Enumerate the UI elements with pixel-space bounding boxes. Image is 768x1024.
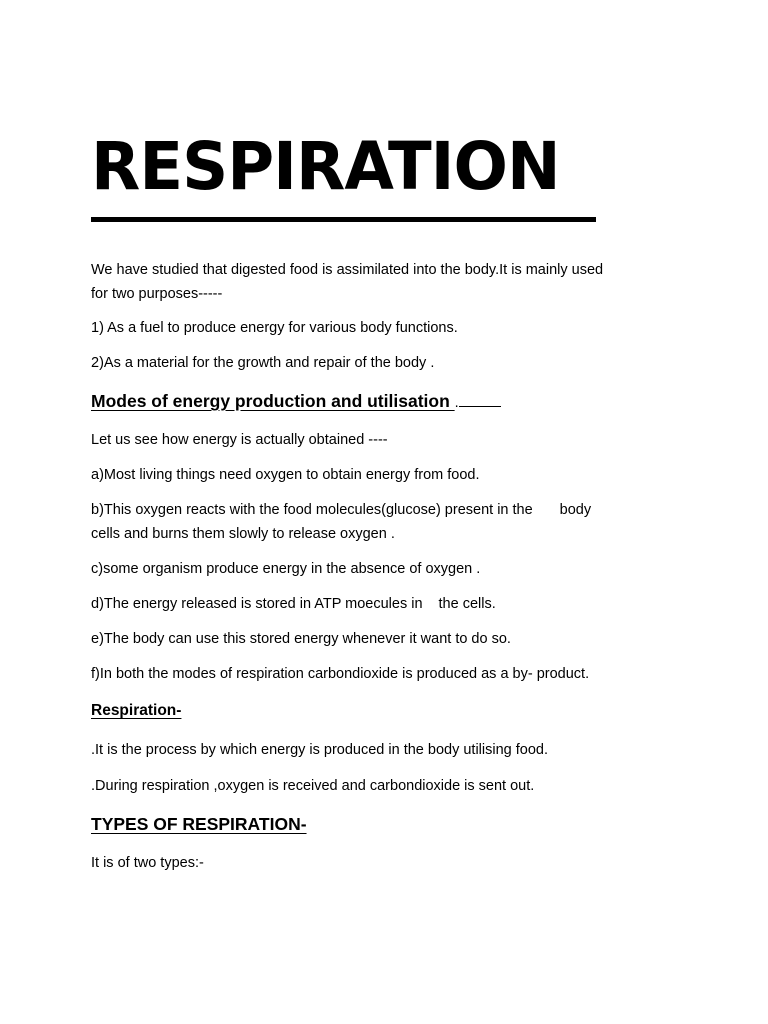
point-b-text-1: b)This oxygen reacts with the food molecules(glucose) present in the — [91, 502, 533, 518]
intro-line-2: for two purposes----- — [91, 286, 223, 302]
point-b-line-1 — [91, 498, 691, 522]
intro-line-1: We have studied that digested food is assimilated into the body.It is mainly used — [91, 262, 604, 278]
energy-intro: Let us see how energy is actually obtained ---- — [91, 432, 388, 448]
purpose-2: 2)As a material for the growth and repair of the body . — [91, 355, 435, 371]
heading-types: TYPES OF RESPIRATION- — [91, 814, 307, 834]
point-d — [91, 592, 691, 616]
point-b-line-2: cells and burns them slowly to release oxygen . — [91, 526, 395, 542]
purpose-1: 1) As a fuel to produce energy for various body functions. — [91, 320, 458, 336]
heading-modes — [91, 389, 501, 415]
types-intro: It is of two types:- — [91, 855, 204, 871]
heading-respiration: Respiration- — [91, 702, 182, 719]
heading-modes-text: Modes of energy production and utilisation — [91, 391, 455, 411]
title-underline — [91, 217, 596, 222]
point-d-text-1: d)The energy released is stored in ATP moecules in — [91, 596, 423, 612]
page-title: RESPIRATION — [91, 128, 560, 205]
heading-modes-blank — [459, 405, 501, 407]
point-d-text-2: the cells. — [438, 596, 496, 612]
heading-modes-suffix: . — [454, 395, 459, 411]
respiration-definition-1: .It is the process by which energy is produced in the body utilising food. — [91, 742, 549, 758]
point-e: e)The body can use this stored energy whenever it want to do so. — [91, 631, 511, 647]
point-b-text-2: body — [559, 502, 592, 518]
point-c: c)some organism produce energy in the absence of oxygen . — [91, 561, 481, 577]
point-a: a)Most living things need oxygen to obtain energy from food. — [91, 467, 480, 483]
respiration-definition-2: .During respiration ,oxygen is received and carbondioxide is sent out. — [91, 778, 535, 794]
point-f: f)In both the modes of respiration carbondioxide is produced as a by- product. — [91, 666, 590, 682]
